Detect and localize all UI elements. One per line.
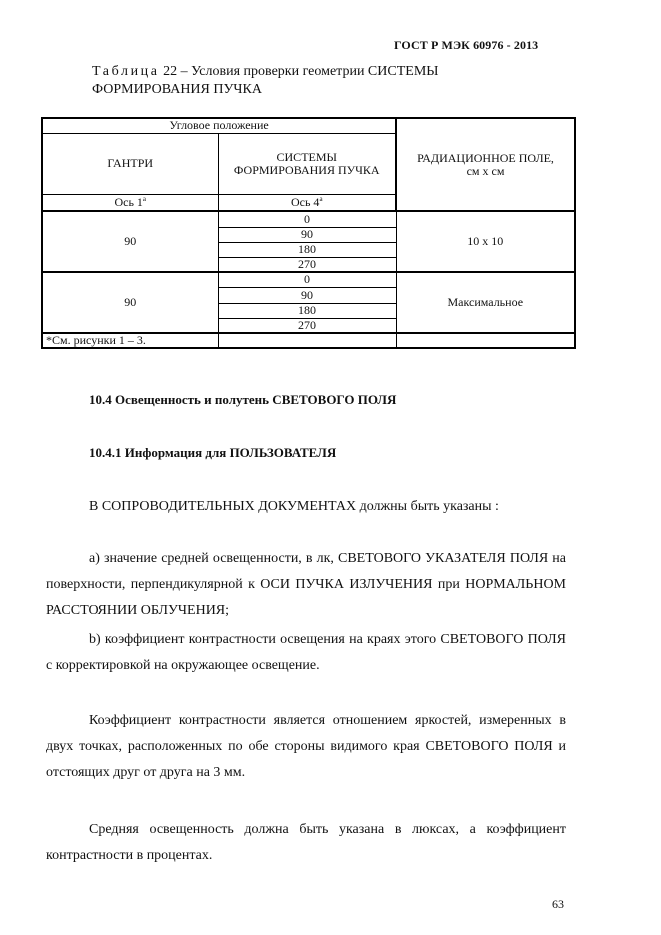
- list-item-a: [46, 546, 566, 624]
- beam-angle-cell: 270: [218, 257, 396, 272]
- field-value: Максимальное: [396, 272, 575, 333]
- beam-system-header: [218, 133, 396, 194]
- paragraph-units: [46, 817, 566, 869]
- section-heading-10-4: 10.4 Освещенность и полутень СВЕТОВОГО ПОЛЯ: [89, 392, 397, 407]
- axis-4-header: [218, 194, 396, 211]
- field-value: 10 х 10: [396, 211, 575, 272]
- empty-cell: [218, 333, 396, 348]
- table-caption-prefix: Таблица: [92, 64, 160, 79]
- table-footnote: *См. рисунки 1 – 3.: [42, 333, 218, 348]
- table-caption: [92, 63, 562, 99]
- axis-1-header: [42, 194, 218, 211]
- axis-1-label: Ось 1: [114, 194, 143, 209]
- beam-angle-cell: 90: [218, 227, 396, 242]
- empty-cell: [396, 333, 575, 348]
- paragraph-contrast: [46, 708, 566, 786]
- list-item-a-text: a) значение средней освещенности, в лк, СВЕТОВОГО УКАЗАТЕЛЯ ПОЛЯ на поверхности, перпендикулярной к ОСИ ПУЧКА ИЗЛУЧЕНИЯ при НОРМАЛЬНОМ РАССТОЯНИИ ОБЛУЧЕНИЯ;: [46, 551, 566, 618]
- axis-1-footnote-mark: a: [142, 194, 147, 203]
- list-item-b: [46, 627, 566, 679]
- beam-system-label-2: ФОРМИРОВАНИЯ ПУЧКА: [233, 162, 380, 177]
- paragraph-intro-text: В СОПРОВОДИТЕЛЬНЫХ ДОКУМЕНТАХ должны быть указаны :: [89, 499, 499, 514]
- paragraph-contrast-text: Коэффициент контрастности является отношением яркостей, измеренных в двух точках, расположенных по обе стороны видимого края СВЕТОВОГО ПОЛЯ и отстоящих друг от друга на 3 мм.: [46, 713, 566, 780]
- beam-angle-cell: 270: [218, 318, 396, 333]
- gantry-value: 90: [42, 272, 218, 333]
- table-caption-title-line2: ФОРМИРОВАНИЯ ПУЧКА: [92, 82, 262, 97]
- axis-4-label: Ось 4: [290, 194, 320, 209]
- gantry-value: 90: [42, 211, 218, 272]
- radiation-field-unit: см х см: [466, 163, 505, 178]
- radiation-field-label: РАДИАЦИОННОЕ ПОЛЕ,: [417, 150, 554, 165]
- page-number: 63: [552, 897, 564, 911]
- angular-position-header: Угловое положение: [42, 118, 396, 133]
- beam-angle-cell: 180: [218, 303, 396, 318]
- gantry-header: ГАНТРИ: [42, 133, 218, 194]
- paragraph-intro: [46, 494, 566, 520]
- beam-angle-cell: 0: [218, 272, 396, 287]
- axis-4-footnote-mark: a: [319, 194, 323, 203]
- radiation-field-header: [396, 118, 575, 211]
- beam-angle-cell: 0: [218, 211, 396, 227]
- section-heading-10-4-1: 10.4.1 Информация для ПОЛЬЗОВАТЕЛЯ: [89, 445, 337, 460]
- document-header: ГОСТ Р МЭК 60976 - 2013: [394, 38, 539, 52]
- beam-angle-cell: 180: [218, 242, 396, 257]
- geometry-test-table: [41, 117, 576, 349]
- list-item-b-text: b) коэффициент контрастности освещения на краях этого СВЕТОВОГО ПОЛЯ с корректировкой на окружающее освещение.: [46, 632, 566, 673]
- beam-angle-cell: 90: [218, 287, 396, 303]
- paragraph-units-text: Средняя освещенность должна быть указана в люксах, а коэффициент контрастности в процентах.: [46, 822, 566, 863]
- table-caption-title: 22 – Условия проверки геометрии СИСТЕМЫ: [159, 64, 439, 79]
- beam-system-label-1: СИСТЕМЫ: [276, 149, 337, 164]
